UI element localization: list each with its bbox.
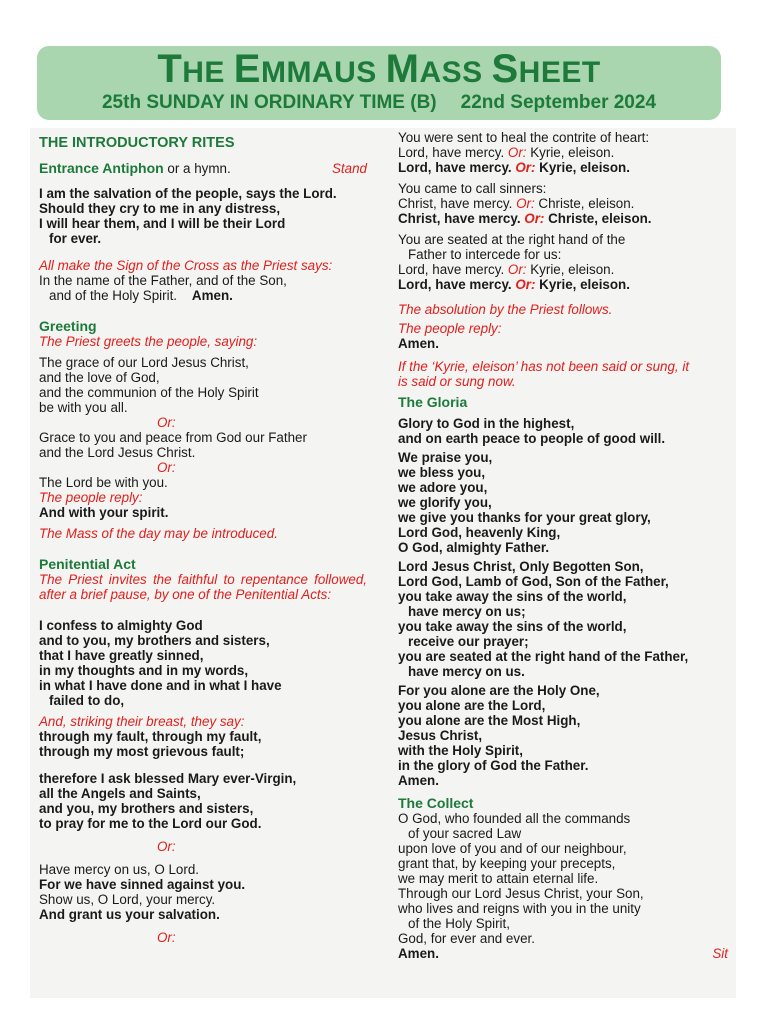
greeting-line: and the Lord Jesus Christ. [39,445,196,460]
entrance-antiphon-heading: Entrance Antiphon or a hymn. Stand [39,160,367,176]
gloria-line: we adore you, [398,480,488,495]
left-column [39,130,367,945]
kyrie-line: Christ, have mercy. Or: Christe, eleison. [398,196,635,211]
gloria-line: We praise you, [398,450,493,465]
confiteor-line: and to you, my brothers and sisters, [39,633,270,648]
gloria-line: have mercy on us; [408,604,526,619]
gloria-line: you take away the sins of the world, [398,619,627,634]
kyrie-invocation: You were sent to heal the contrite of heart: [398,130,650,145]
invocation-line: Have mercy on us, O Lord. [39,862,200,877]
greeting-line: The Lord be with you. [39,475,168,490]
gloria-line: you alone are the Lord, [398,698,546,713]
gloria-line: Jesus Christ, [398,728,483,743]
collect-line: of the Holy Spirit, [408,916,510,931]
or-label: Or: [157,415,176,430]
gloria-heading: The Gloria [398,394,468,410]
confiteor-line: to pray for me to the Lord our God. [39,816,262,831]
kyrie-invocation: You came to call sinners: [398,181,547,196]
greeting-line: be with you all. [39,400,128,415]
gloria-line: Lord God, heavenly King, [398,525,561,540]
breast-rubric: And, striking their breast, they say: [39,714,245,729]
greeting-line: and the love of God, [39,370,160,385]
kyrie-response: Lord, have mercy. Or: Kyrie, eleison. [398,160,630,175]
amen: Amen. [398,946,439,961]
penitential-rubric: The Priest invites the faithful to repentance followed, after a brief pause, by one of the Penitential Acts: [39,572,367,602]
invocation-line: Show us, O Lord, your mercy. [39,892,216,907]
collect-amen-row [398,946,728,961]
collect-line: of your sacred Law [408,826,522,841]
title-banner [37,46,721,120]
greeting-line: Grace to you and peace from God our Father [39,430,307,445]
gloria-line: with the Holy Spirit, [398,743,523,758]
collect-line: who lives and reigns with you in the unity [398,901,641,916]
confiteor-line: I confess to almighty God [39,618,203,633]
kyrie-response: Lord, have mercy. Or: Kyrie, eleison. [398,277,630,292]
right-column [398,130,728,961]
gloria-line: we bless you, [398,465,486,480]
kyrie-response: Christ, have mercy. Or: Christe, eleison. [398,211,652,226]
posture-stand: Stand [332,161,367,176]
confiteor-line: through my most grievous fault; [39,744,245,759]
absolution-rubric: The absolution by the Priest follows. [398,302,613,317]
gloria-line: you are seated at the right hand of the Father, [398,649,689,664]
confiteor-line: all the Angels and Saints, [39,786,201,801]
gloria-line: For you alone are the Holy One, [398,683,600,698]
amen: Amen. [398,336,439,351]
confiteor-line: in what I have done and in what I have [39,678,282,693]
collect-line: God, for ever and ever. [398,931,535,946]
antiphon-line: Should they cry to me in any distress, [39,201,281,216]
date: 22nd September 2024 [460,92,657,113]
or-label: Or: [157,460,176,475]
gloria-line: receive our prayer; [408,634,529,649]
gloria-line: Lord Jesus Christ, Only Begotten Son, [398,559,644,574]
gloria-line: O God, almighty Father. [398,540,550,555]
kyrie-line: Lord, have mercy. Or: Kyrie, eleison. [398,145,615,160]
gloria-line: Amen. [398,773,439,788]
gloria-line: in the glory of God the Father. [398,758,589,773]
kyrie-line: Lord, have mercy. Or: Kyrie, eleison. [398,262,615,277]
confiteor-line: therefore I ask blessed Mary ever-Virgin, [39,771,297,786]
or-label: Or: [157,930,176,945]
kyrie-invocation: Father to intercede for us: [408,247,562,262]
sign-of-cross-rubric: All make the Sign of the Cross as the Priest says: [39,258,333,273]
confiteor-line: through my fault, through my fault, [39,729,262,744]
gloria-line: you alone are the Most High, [398,713,581,728]
gloria-line: we give you thanks for your great glory, [398,510,651,525]
collect-line: upon love of you and of our neighbour, [398,841,627,856]
sign-line: and of the Holy Spirit. Amen. [49,288,233,303]
introduction-rubric: The Mass of the day may be introduced. [39,526,278,541]
introductory-rites-heading: THE INTRODUCTORY RITES [39,135,235,151]
gloria-line: and on earth peace to people of good will. [398,431,666,446]
confiteor-line: that I have greatly sinned, [39,648,204,663]
or-label: Or: [157,839,176,854]
sign-line: In the name of the Father, and of the Son, [39,273,287,288]
penitential-act-heading: Penitential Act [39,556,136,572]
greeting-heading: Greeting [39,318,97,334]
antiphon-line: I will hear them, and I will be their Lord [39,216,286,231]
sheet-subtitle [37,92,721,114]
confiteor-line: and you, my brothers and sisters, [39,801,254,816]
greeting-line: and the communion of the Holy Spirit [39,385,259,400]
gloria-line: we glorify you, [398,495,492,510]
collect-heading: The Collect [398,795,474,811]
greeting-rubric: The Priest greets the people, saying: [39,334,258,349]
collect-line: O God, who founded all the commands [398,811,631,826]
antiphon-line: I am the salvation of the people, says the Lord. [39,186,337,201]
confiteor-line: failed to do, [49,693,125,708]
reply-text: And with your spirit. [39,505,169,520]
confiteor-line: in my thoughts and in my words, [39,663,249,678]
kyrie-rubric: If the ‘Kyrie, eleison’ has not been said or sung, it is said or sung now. [398,359,690,389]
response-line: For we have sinned against you. [39,877,246,892]
reply-rubric: The people reply: [398,321,502,336]
greeting-line: The grace of our Lord Jesus Christ, [39,355,249,370]
gloria-line: Glory to God in the highest, [398,416,575,431]
kyrie-invocation: You are seated at the right hand of the [398,232,626,247]
gloria-line: have mercy on us. [408,664,525,679]
sheet-title: THE EMMAUS MASS SHEET [157,47,601,91]
occasion: 25th SUNDAY IN ORDINARY TIME (B) [101,92,437,113]
amen: Amen. [191,288,233,303]
collect-line: Through our Lord Jesus Christ, your Son, [398,886,644,901]
collect-line: we may merit to attain eternal life. [398,871,599,886]
gloria-line: Lord God, Lamb of God, Son of the Father, [398,574,669,589]
reply-rubric: The people reply: [39,490,143,505]
response-line: And grant us your salvation. [39,907,220,922]
gloria-line: you take away the sins of the world, [398,589,627,604]
antiphon-line: for ever. [49,231,102,246]
posture-sit: Sit [712,946,728,961]
collect-line: grant that, by keeping your precepts, [398,856,616,871]
